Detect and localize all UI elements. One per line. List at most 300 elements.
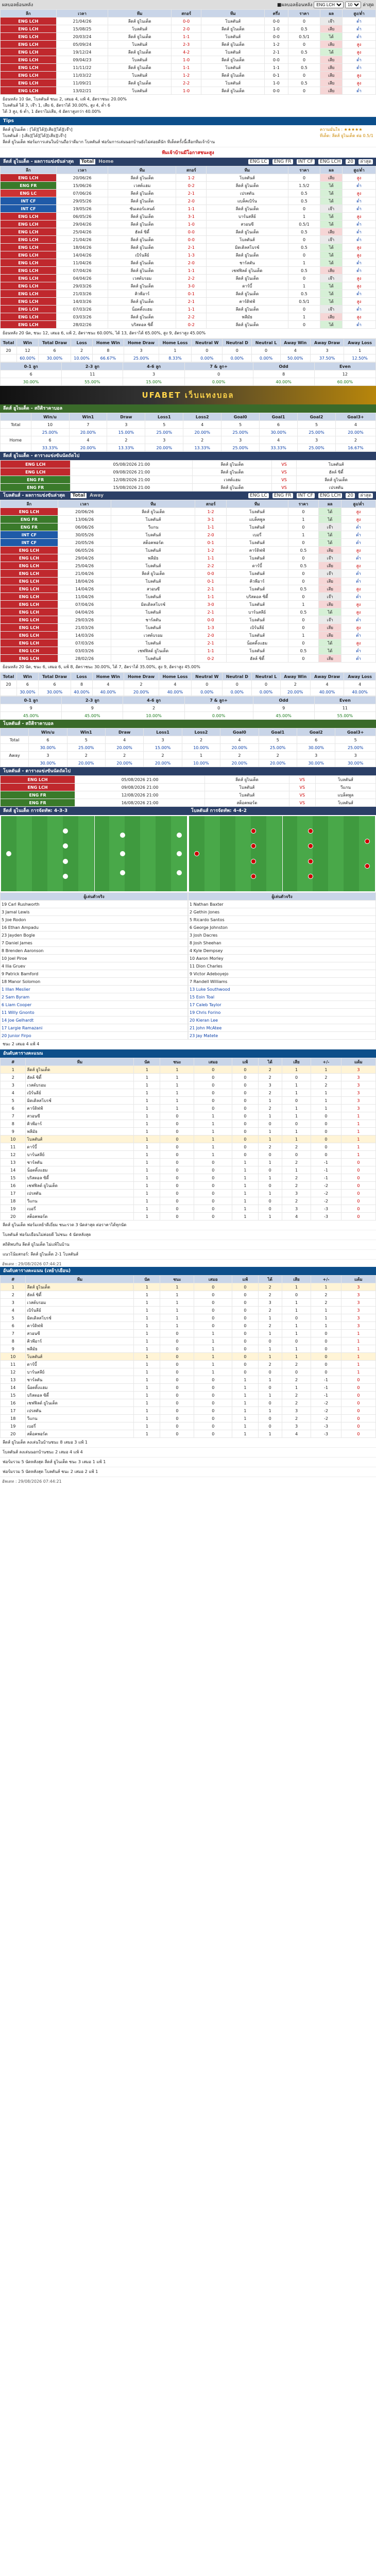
h2h-cell[interactable]: ลีดส์ ยูไนเต็ด [108, 64, 172, 72]
h2h-cell[interactable]: โบลตันส์ [108, 87, 172, 95]
fixture-cell[interactable]: โบลตันส์ [315, 776, 375, 784]
match-row[interactable] [1, 531, 376, 539]
fixture-cell[interactable]: โบลตันส์ [297, 461, 376, 468]
match-row[interactable] [1, 251, 376, 259]
h2h-row[interactable] [1, 48, 376, 56]
h2h-row[interactable] [1, 87, 376, 95]
match-cell[interactable]: ลีดส์ ยูไนเต็ด [111, 508, 195, 516]
match-cell[interactable]: ลีดส์ ยูไนเต็ด [108, 221, 176, 228]
standing-cell[interactable]: ฮัลล์ ซิตี้ [26, 1291, 134, 1299]
standing-row[interactable] [1, 1353, 376, 1361]
standing-cell[interactable]: ฮัลล์ ซิตี้ [26, 1074, 134, 1081]
match-cell[interactable]: ลีดส์ ยูไนเต็ด [108, 190, 176, 197]
standing-row[interactable] [1, 1337, 376, 1345]
standing-cell[interactable]: เปรสตัน [26, 1407, 134, 1415]
match-row[interactable] [1, 306, 376, 313]
lineup-player[interactable]: 5 Ricardo Santos [189, 916, 376, 924]
standing-row[interactable] [1, 1399, 376, 1407]
match-cell[interactable]: ลีดส์ ยูไนเต็ด [207, 251, 288, 259]
match-cell[interactable]: โบลตันส์ [207, 236, 288, 244]
match-cell[interactable]: โบลตันส์ [226, 585, 288, 593]
standing-row[interactable] [1, 1314, 376, 1322]
h2h-cell[interactable]: โบลตันส์ [108, 72, 172, 79]
standing-row[interactable] [1, 1089, 376, 1097]
match-row[interactable] [1, 523, 376, 531]
standing-cell[interactable]: ลีดส์ ยูไนเต็ด [26, 1066, 134, 1074]
match-cell[interactable]: ลีดส์ ยูไนเต็ด [108, 174, 176, 182]
standing-cell[interactable]: น็อตติ้งแฮม [26, 1166, 134, 1174]
match-cell[interactable]: เชฟฟิลด์ ยูไนเต็ด [111, 647, 195, 655]
top-filters[interactable]: ■ผลบอลย้อนหลัง ENG LCH 10 ล่าสุด [277, 1, 374, 8]
match-cell[interactable]: โบลตันส์ [207, 174, 288, 182]
match-cell[interactable]: บริสตอล ซิตี้ [226, 593, 288, 601]
match-cell[interactable]: ลีดส์ ยูไนเต็ด [207, 306, 288, 313]
standing-row[interactable] [1, 1136, 376, 1143]
match-cell[interactable]: โบลตันส์ [111, 639, 195, 647]
standing-cell[interactable]: บริสตอล ซิตี้ [26, 1174, 134, 1182]
latest-link[interactable]: ล่าสุด [363, 3, 374, 8]
fixture-cell[interactable]: ลีดส์ ยูไนเต็ด [297, 476, 376, 484]
standing-cell[interactable]: เบิร์นลีย์ [26, 1307, 134, 1314]
h2h-cell[interactable]: ลีดส์ ยูไนเต็ด [108, 33, 172, 41]
match-cell[interactable]: ฮัลล์ ซิตี้ [108, 228, 176, 236]
match-cell[interactable]: ลีดส์ ยูไนเต็ด [108, 313, 176, 321]
match-cell[interactable]: ลีดส์ ยูไนเต็ด [108, 259, 176, 267]
standing-cell[interactable]: บาร์นสลีย์ [26, 1151, 134, 1159]
lineup-player[interactable]: 1 Nathan Baxter [189, 901, 376, 908]
standing-row[interactable] [1, 1074, 376, 1081]
h2h-cell[interactable]: โบลตันส์ [201, 64, 265, 72]
away-filter-eng-lc[interactable]: ENG LC [248, 493, 269, 498]
match-row[interactable] [1, 608, 376, 616]
h2h-cell[interactable]: ลีดส์ ยูไนเต็ด [201, 56, 265, 64]
standing-row[interactable] [1, 1166, 376, 1174]
match-cell[interactable]: ฮัลล์ ซิตี้ [226, 655, 288, 663]
match-cell[interactable]: ซันเดอร์แลนด์ [108, 205, 176, 213]
standing-row[interactable] [1, 1299, 376, 1307]
fixture-cell[interactable]: ฮัลล์ ซิตี้ [297, 468, 376, 476]
match-row[interactable] [1, 298, 376, 306]
match-cell[interactable]: วีแกน [111, 523, 195, 531]
away-filter-eng-fr[interactable]: ENG FR [272, 493, 293, 498]
match-row[interactable] [1, 213, 376, 221]
standing-row[interactable] [1, 1174, 376, 1182]
standing-row[interactable] [1, 1422, 376, 1430]
lineup-player[interactable]: 10 Joel Piroe [1, 955, 188, 962]
h2h-cell[interactable]: ลีดส์ ยูไนเต็ด [201, 72, 265, 79]
standing-row[interactable] [1, 1151, 376, 1159]
standing-row[interactable] [1, 1384, 376, 1392]
standing-cell[interactable]: มิดเดิลสโบรช์ [26, 1314, 134, 1322]
fixture-cell[interactable]: สต็อคพอร์ต [205, 799, 289, 807]
standing-cell[interactable]: คิวพีอาร์ [26, 1337, 134, 1345]
match-cell[interactable]: โบลตันส์ [226, 647, 288, 655]
match-row[interactable] [1, 321, 376, 329]
standing-row[interactable] [1, 1392, 376, 1399]
h2h-row[interactable] [1, 72, 376, 79]
h2h-row[interactable] [1, 25, 376, 33]
standing-row[interactable] [1, 1307, 376, 1314]
standing-cell[interactable]: คาร์ดิฟฟ์ [26, 1105, 134, 1112]
lineup-player[interactable]: 20 Junior Firpo [1, 1032, 188, 1040]
standing-row[interactable] [1, 1159, 376, 1166]
standing-row[interactable] [1, 1368, 376, 1376]
tab-total-home[interactable]: Total [80, 159, 96, 164]
away-filter-count[interactable]: 20 [346, 493, 354, 498]
fixture-cell[interactable]: ลีดส์ ยูไนเต็ด [193, 484, 272, 492]
standing-row[interactable] [1, 1205, 376, 1213]
match-cell[interactable]: น็อตติ้งแฮม [226, 639, 288, 647]
match-cell[interactable]: โบลตันส์ [111, 562, 195, 570]
fixture-row[interactable] [1, 461, 376, 468]
match-cell[interactable]: บาร์นสลีย์ [226, 608, 288, 616]
standing-cell[interactable]: ลีดส์ ยูไนเต็ด [26, 1283, 134, 1291]
match-cell[interactable]: พลีมัธ [111, 554, 195, 562]
lineup-player[interactable]: 19 Chris Forino [189, 1009, 376, 1016]
lineup-player[interactable]: 18 Manor Solomon [1, 978, 188, 986]
lineup-player[interactable]: 17 Largie Ramazani [1, 1024, 188, 1032]
match-row[interactable] [1, 228, 376, 236]
standing-cell[interactable]: น็อตติ้งแฮม [26, 1384, 134, 1392]
standing-cell[interactable]: พลีมัธ [26, 1345, 134, 1353]
match-row[interactable] [1, 182, 376, 190]
match-row[interactable] [1, 205, 376, 213]
h2h-cell[interactable]: ลีดส์ ยูไนเต็ด [201, 25, 265, 33]
match-cell[interactable]: ลีดส์ ยูไนเต็ด [207, 275, 288, 282]
standing-cell[interactable]: เชฟฟิลด์ ยูไนเต็ด [26, 1399, 134, 1407]
standing-row[interactable] [1, 1345, 376, 1353]
h2h-cell[interactable]: ลีดส์ ยูไนเต็ด [108, 79, 172, 87]
standing-row[interactable] [1, 1361, 376, 1368]
standing-row[interactable] [1, 1407, 376, 1415]
lineup-player[interactable]: 21 John McAtee [189, 1024, 376, 1032]
standing-row[interactable] [1, 1081, 376, 1089]
match-cell[interactable]: โบลตันส์ [226, 523, 288, 531]
match-cell[interactable]: ลีดส์ ยูไนเต็ด [108, 298, 176, 306]
standing-cell[interactable]: พลีมัธ [26, 1128, 134, 1136]
lineup-player[interactable]: 10 Aaron Morley [189, 955, 376, 962]
match-cell[interactable]: ลีดส์ ยูไนเต็ด [111, 570, 195, 578]
match-cell[interactable]: ลีดส์ ยูไนเต็ด [207, 321, 288, 329]
lineup-player[interactable]: 19 Carl Rushworth [1, 901, 188, 908]
match-cell[interactable]: ลีดส์ ยูไนเต็ด [108, 213, 176, 221]
ad-banner[interactable] [0, 386, 376, 404]
h2h-row[interactable] [1, 33, 376, 41]
filter-eng-fr[interactable]: ENG FR [272, 159, 293, 164]
standing-cell[interactable]: เบิร์นลีย์ [26, 1089, 134, 1097]
match-cell[interactable]: โบลตันส์ [226, 570, 288, 578]
standing-row[interactable] [1, 1291, 376, 1299]
match-cell[interactable]: โบลตันส์ [226, 539, 288, 547]
standing-row[interactable] [1, 1213, 376, 1221]
fixture-cell[interactable]: ลีดส์ ยูไนเต็ด [193, 461, 272, 468]
standing-row[interactable] [1, 1182, 376, 1190]
fixture-row[interactable] [1, 484, 376, 492]
match-row[interactable] [1, 259, 376, 267]
standing-cell[interactable]: ชาร์ลตัน [26, 1159, 134, 1166]
tab-home[interactable]: Home [98, 159, 114, 164]
match-row[interactable] [1, 267, 376, 275]
standing-row[interactable] [1, 1066, 376, 1074]
match-cell[interactable]: เวสต์แฮม [108, 182, 176, 190]
standing-cell[interactable]: ชาร์ลตัน [26, 1376, 134, 1384]
lineup-player[interactable]: 13 Luke Southwood [189, 986, 376, 993]
match-cell[interactable]: โบลตันส์ [111, 516, 195, 523]
match-cell[interactable]: โบลตันส์ [226, 632, 288, 639]
lineup-player[interactable]: 4 Kyle Dempsey [189, 947, 376, 955]
standing-row[interactable] [1, 1376, 376, 1384]
match-cell[interactable]: สวอนซี [111, 585, 195, 593]
match-row[interactable] [1, 616, 376, 624]
standing-row[interactable] [1, 1143, 376, 1151]
h2h-cell[interactable]: โบลตันส์ [201, 79, 265, 87]
lineup-player[interactable]: 2 Sam Byram [1, 993, 188, 1001]
match-cell[interactable]: สต็อคพอร์ต [111, 539, 195, 547]
fixture-cell[interactable]: ลีดส์ ยูไนเต็ด [193, 468, 272, 476]
standing-cell[interactable]: บาร์นสลีย์ [26, 1368, 134, 1376]
lineup-player[interactable]: 3 Josh Dacres [189, 931, 376, 939]
match-row[interactable] [1, 578, 376, 585]
match-row[interactable] [1, 554, 376, 562]
standing-cell[interactable]: โบลตันส์ [26, 1136, 134, 1143]
match-cell[interactable]: โบลตันส์ [226, 601, 288, 608]
standing-row[interactable] [1, 1415, 376, 1422]
standing-row[interactable] [1, 1112, 376, 1120]
match-row[interactable] [1, 244, 376, 251]
match-cell[interactable]: โบลตันส์ [111, 578, 195, 585]
match-cell[interactable]: โบลตันส์ [111, 655, 195, 663]
standing-cell[interactable]: บริสตอล ซิตี้ [26, 1392, 134, 1399]
match-cell[interactable]: พลีมัธ [207, 313, 288, 321]
fixture-cell[interactable]: โบลตันส์ [205, 791, 289, 799]
standing-row[interactable] [1, 1197, 376, 1205]
match-row[interactable] [1, 508, 376, 516]
fixture-cell[interactable]: เปรสตัน [297, 484, 376, 492]
match-row[interactable] [1, 516, 376, 523]
lineup-player[interactable]: 23 Jayden Bogle [1, 931, 188, 939]
standing-cell[interactable]: เชฟฟิลด์ ยูไนเต็ด [26, 1182, 134, 1190]
h2h-cell[interactable]: ลีดส์ ยูไนเต็ด [201, 41, 265, 48]
h2h-cell[interactable]: โบลตันส์ [201, 33, 265, 41]
standing-cell[interactable]: เบอรี่ [26, 1205, 134, 1213]
fixture-row[interactable] [1, 791, 376, 799]
match-cell[interactable]: น็อตติ้งแฮม [108, 306, 176, 313]
lineup-player[interactable]: 6 Liam Cooper [1, 1001, 188, 1009]
match-row[interactable] [1, 174, 376, 182]
standing-cell[interactable]: วีแกน [26, 1197, 134, 1205]
match-row[interactable] [1, 190, 376, 197]
fixture-cell[interactable]: โบลตันส์ [315, 799, 375, 807]
filter-eng-lch[interactable]: ENG LCH [318, 159, 342, 164]
standing-row[interactable] [1, 1330, 376, 1337]
tab-away[interactable]: Away [90, 493, 104, 498]
match-cell[interactable]: โบลตันส์ [111, 593, 195, 601]
match-cell[interactable]: โบลตันส์ [226, 616, 288, 624]
standing-row[interactable] [1, 1105, 376, 1112]
match-row[interactable] [1, 593, 376, 601]
standing-cell[interactable]: สต็อคพอร์ต [26, 1430, 134, 1438]
match-row[interactable] [1, 655, 376, 663]
standing-cell[interactable]: ดาร์บี้ [26, 1361, 134, 1368]
away-filter-eng-lch[interactable]: ENG LCH [318, 493, 342, 498]
match-cell[interactable]: โบลตันส์ [226, 554, 288, 562]
fixture-cell[interactable]: โบลตันส์ [205, 784, 289, 791]
away-filter-int-cf[interactable]: INT CF [297, 493, 315, 498]
match-cell[interactable]: บาร์นสลีย์ [207, 213, 288, 221]
match-row[interactable] [1, 639, 376, 647]
filter-latest[interactable]: ล่าสุด [358, 159, 373, 164]
match-cell[interactable]: คิวพีอาร์ [226, 578, 288, 585]
away-filter-latest[interactable]: ล่าสุด [358, 493, 373, 498]
match-row[interactable] [1, 570, 376, 578]
h2h-cell[interactable]: โบลตันส์ [201, 48, 265, 56]
match-cell[interactable]: โบลตันส์ [111, 531, 195, 539]
match-row[interactable] [1, 313, 376, 321]
lineup-player[interactable]: 17 Caleb Taylor [189, 1001, 376, 1009]
fixture-row[interactable] [1, 468, 376, 476]
match-cell[interactable]: คาร์ดิฟฟ์ [207, 298, 288, 306]
lineup-player[interactable]: 20 Kieran Lee [189, 1016, 376, 1024]
match-row[interactable] [1, 547, 376, 554]
match-cell[interactable]: ลีดส์ ยูไนเต็ด [108, 282, 176, 290]
match-cell[interactable]: ดาร์บี้ [207, 282, 288, 290]
fixture-row[interactable] [1, 784, 376, 791]
match-cell[interactable]: มิดเดิลสโบรช์ [111, 601, 195, 608]
fixture-row[interactable] [1, 776, 376, 784]
match-row[interactable] [1, 221, 376, 228]
standing-cell[interactable]: คิวพีอาร์ [26, 1120, 134, 1128]
lineup-player[interactable]: 1 Illan Meslier [1, 986, 188, 993]
match-row[interactable] [1, 275, 376, 282]
standing-cell[interactable]: เวสต์บรอม [26, 1081, 134, 1089]
match-cell[interactable]: คาร์ดิฟฟ์ [226, 547, 288, 554]
fixture-row[interactable] [1, 799, 376, 807]
h2h-row[interactable] [1, 41, 376, 48]
standing-cell[interactable]: คาร์ดิฟฟ์ [26, 1322, 134, 1330]
fixture-row[interactable] [1, 476, 376, 484]
match-cell[interactable]: เวสต์บรอม [108, 275, 176, 282]
filter-int-cf[interactable]: INT CF [297, 159, 315, 164]
match-row[interactable] [1, 197, 376, 205]
filter-count[interactable]: 20 [346, 159, 354, 164]
h2h-row[interactable] [1, 64, 376, 72]
match-cell[interactable]: เบอรี่ [226, 531, 288, 539]
standing-cell[interactable]: มิดเดิลสโบรช์ [26, 1097, 134, 1105]
count-select[interactable] [345, 2, 361, 8]
match-cell[interactable]: โบลตันส์ [111, 608, 195, 616]
standing-row[interactable] [1, 1120, 376, 1128]
h2h-cell[interactable]: ลีดส์ ยูไนเต็ด [201, 87, 265, 95]
lineup-player[interactable]: 5 Joe Rodon [1, 916, 188, 924]
match-row[interactable] [1, 585, 376, 593]
standing-row[interactable] [1, 1190, 376, 1197]
match-cell[interactable]: ลีดส์ ยูไนเต็ด [207, 228, 288, 236]
fixture-cell[interactable]: ลีดส์ ยูไนเต็ด [205, 776, 289, 784]
lineup-player[interactable]: 7 Randell Williams [189, 978, 376, 986]
standing-cell[interactable]: เปรสตัน [26, 1190, 134, 1197]
fixture-cell[interactable]: วีแกน [315, 784, 375, 791]
standing-cell[interactable]: โบลตันส์ [26, 1353, 134, 1361]
match-cell[interactable]: ลีดส์ ยูไนเต็ด [108, 236, 176, 244]
h2h-row[interactable] [1, 56, 376, 64]
match-cell[interactable]: เบิร์นลีย์ [226, 624, 288, 632]
match-cell[interactable]: บริสตอล ซิตี้ [108, 321, 176, 329]
match-cell[interactable]: แบล็คพูล [226, 516, 288, 523]
fixture-cell[interactable]: แบล็คพูล [315, 791, 375, 799]
standing-cell[interactable]: สวอนซี [26, 1330, 134, 1337]
match-cell[interactable]: ชาร์ลตัน [111, 616, 195, 624]
h2h-cell[interactable]: โบลตันส์ [108, 56, 172, 64]
match-cell[interactable]: สวอนซี [207, 221, 288, 228]
match-cell[interactable]: มิดเดิลสโบรช์ [207, 244, 288, 251]
standing-cell[interactable]: ดาร์บี้ [26, 1143, 134, 1151]
standing-cell[interactable]: เบอรี่ [26, 1422, 134, 1430]
lineup-player[interactable]: 2 Gethin Jones [189, 908, 376, 916]
match-cell[interactable]: เวสต์บรอม [111, 632, 195, 639]
match-cell[interactable]: คิวพีอาร์ [108, 290, 176, 298]
match-cell[interactable]: ดาร์บี้ [226, 562, 288, 570]
lineup-player[interactable]: 8 Josh Sheehan [189, 939, 376, 947]
match-cell[interactable]: โบลตันส์ [226, 508, 288, 516]
match-cell[interactable]: ลีดส์ ยูไนเต็ด [108, 197, 176, 205]
lineup-player[interactable]: 16 Ethan Ampadu [1, 924, 188, 931]
lineup-player[interactable]: 8 Brenden Aaronson [1, 947, 188, 955]
h2h-cell[interactable]: โบลตันส์ [108, 41, 172, 48]
lineup-player[interactable]: 6 George Johnston [189, 924, 376, 931]
league-select[interactable] [314, 2, 344, 8]
standing-row[interactable] [1, 1283, 376, 1291]
h2h-cell[interactable]: ลีดส์ ยูไนเต็ด [108, 48, 172, 56]
standing-cell[interactable]: สวอนซี [26, 1112, 134, 1120]
standing-row[interactable] [1, 1322, 376, 1330]
h2h-row[interactable] [1, 79, 376, 87]
lineup-player[interactable]: 11 Willy Gnonto [1, 1009, 188, 1016]
h2h-row[interactable] [1, 18, 376, 25]
match-cell[interactable]: เปรสตัน [207, 190, 288, 197]
standing-row[interactable] [1, 1128, 376, 1136]
h2h-cell[interactable]: โบลตันส์ [108, 25, 172, 33]
match-cell[interactable]: เชฟฟิลด์ ยูไนเต็ด [207, 267, 288, 275]
match-cell[interactable]: ลีดส์ ยูไนเต็ด [108, 267, 176, 275]
match-cell[interactable]: โบลตันส์ [111, 624, 195, 632]
match-row[interactable] [1, 601, 376, 608]
match-cell[interactable]: แบล็คเบิร์น [207, 197, 288, 205]
match-row[interactable] [1, 282, 376, 290]
filter-eng-lc[interactable]: ENG LC [248, 159, 269, 164]
h2h-cell[interactable]: โบลตันส์ [201, 18, 265, 25]
lineup-player[interactable]: 4 Ilia Gruev [1, 962, 188, 970]
fixture-cell[interactable]: เวสต์แฮม [193, 476, 272, 484]
match-cell[interactable]: ลีดส์ ยูไนเต็ด [207, 205, 288, 213]
lineup-player[interactable]: 23 Jay Matete [189, 1032, 376, 1040]
match-cell[interactable]: ชาร์ลตัน [207, 259, 288, 267]
match-cell[interactable]: ลีดส์ ยูไนเต็ด [207, 290, 288, 298]
standing-cell[interactable]: สต็อคพอร์ต [26, 1213, 134, 1221]
tab-total-away[interactable]: Total [71, 493, 87, 498]
match-cell[interactable]: เบิร์นลีย์ [108, 251, 176, 259]
match-cell[interactable]: ลีดส์ ยูไนเต็ด [108, 244, 176, 251]
match-row[interactable] [1, 539, 376, 547]
h2h-cell[interactable]: ลีดส์ ยูไนเต็ด [108, 18, 172, 25]
standing-row[interactable] [1, 1097, 376, 1105]
lineup-player[interactable]: 7 Daniel James [1, 939, 188, 947]
standing-row[interactable] [1, 1430, 376, 1438]
lineup-player[interactable]: 9 Patrick Bamford [1, 970, 188, 978]
lineup-player[interactable]: 3 Jamal Lewis [1, 908, 188, 916]
lineup-player[interactable]: 15 Eoin Toal [189, 993, 376, 1001]
match-cell[interactable]: ลีดส์ ยูไนเต็ด [207, 182, 288, 190]
match-cell[interactable]: โบลตันส์ [111, 547, 195, 554]
